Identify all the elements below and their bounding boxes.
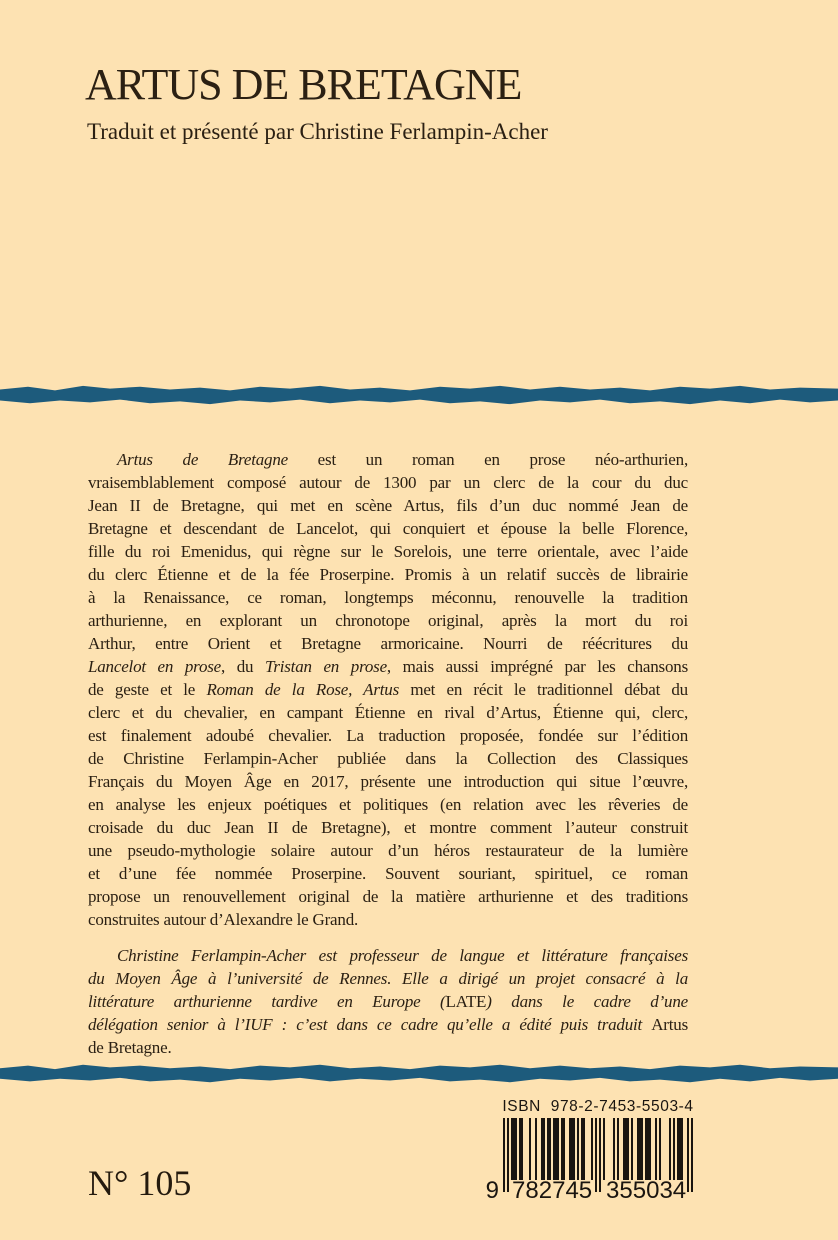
brush-band-top bbox=[0, 384, 838, 406]
author-bio-paragraph bbox=[88, 944, 688, 1059]
barcode-digit-group-1: 7 8 2 7 4 5 bbox=[512, 1177, 593, 1204]
text-line: en analyse les enjeux poétiques et politiques (en relation avec les rêveries de bbox=[88, 795, 688, 814]
text-line: du clerc Étienne et de la fée Proserpine. Promis à un relatif succès de librairie bbox=[88, 565, 688, 584]
text-line: clerc et du chevalier, en campant Étienne en rival d’Artus, Étienne qui, clerc, bbox=[88, 703, 688, 722]
text-line: du Moyen Âge à l’université de Rennes. Elle a dirigé un projet consacré à la bbox=[88, 969, 688, 988]
text-line: Christine Ferlampin-Acher est professeur de langue et littérature françaises bbox=[117, 946, 688, 965]
text-line: de geste et le Roman de la Rose, Artus met en récit le traditionnel débat du bbox=[88, 680, 688, 699]
collection-number: N° 105 bbox=[88, 1163, 192, 1203]
text-line: construites autour d’Alexandre le Grand. bbox=[88, 910, 359, 929]
text-line: propose un renouvellement original de la matière arthurienne et des traditions bbox=[88, 887, 688, 906]
text-line: Arthur, entre Orient et Bretagne armoricaine. Nourri de réécritures du bbox=[88, 634, 688, 653]
text-line: vraisemblablement composé autour de 1300 par un clerc de la cour du duc bbox=[88, 473, 688, 492]
text-line: à la Renaissance, ce roman, longtemps méconnu, renouvelle la tradition bbox=[88, 588, 688, 607]
text-line: croisade du duc Jean II de Bretagne), et montre comment l’auteur construit bbox=[88, 818, 688, 837]
isbn-label: ISBN 978-2-7453-5503-4 bbox=[502, 1098, 694, 1115]
text-line: fille du roi Emenidus, qui règne sur le Sorelois, une terre orientale, avec l’aide bbox=[88, 542, 688, 561]
text-line: Bretagne et descendant de Lancelot, qui conquiert et épouse la belle Florence, bbox=[88, 519, 688, 538]
text-line: de Christine Ferlampin-Acher publiée dans la Collection des Classiques bbox=[88, 749, 688, 768]
synopsis-paragraph bbox=[88, 448, 688, 931]
text-line: Artus de Bretagne est un roman en prose néo-arthurien, bbox=[117, 450, 688, 469]
text-line: délégation senior à l’IUF : c’est dans ce cadre qu’elle a édité puis traduit Artus bbox=[88, 1015, 688, 1034]
text-line: littérature arthurienne tardive en Europe (LATE) dans le cadre d’une bbox=[88, 992, 688, 1011]
text-line: de Bretagne. bbox=[88, 1038, 172, 1057]
text-line: et d’une fée nommée Proserpine. Souvent souriant, spirituel, ce roman bbox=[88, 864, 688, 883]
text-line: arthurienne, en explorant un chronotope original, après la mort du roi bbox=[88, 611, 688, 630]
brush-band-bottom bbox=[0, 1063, 838, 1084]
book-subtitle: Traduit et présenté par Christine Ferlampin-Acher bbox=[87, 119, 548, 144]
text-line: une pseudo-mythologie solaire autour d’un héros restaurateur de la lumière bbox=[88, 841, 688, 860]
text-line: Français du Moyen Âge en 2017, présente une introduction qui situe l’œuvre, bbox=[88, 772, 688, 791]
text-line: Jean II de Bretagne, qui met en scène Artus, fils d’un duc nommé Jean de bbox=[88, 496, 688, 515]
text-line: est finalement adoubé chevalier. La traduction proposée, fondée sur l’édition bbox=[88, 726, 688, 745]
barcode-digit-group-2: 3 5 5 0 3 4 bbox=[606, 1177, 687, 1204]
book-title: ARTUS DE BRETAGNE bbox=[85, 60, 522, 109]
barcode-first-digit: 9 bbox=[485, 1177, 499, 1204]
text-line: Lancelot en prose, du Tristan en prose, mais aussi imprégné par les chansons bbox=[88, 657, 688, 676]
